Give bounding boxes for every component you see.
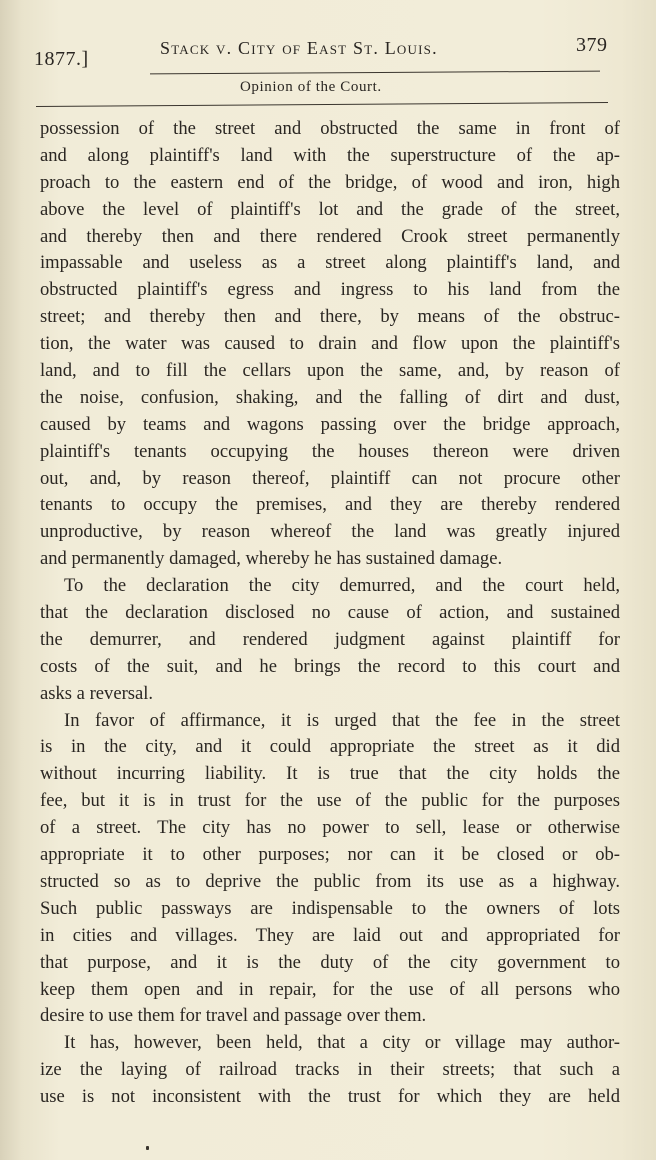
text-line: land, and to fill the cellars upon the same, and, by reason of [40, 360, 620, 382]
text-line: tenants to occupy the premises, and they are thereby rendered [40, 494, 620, 516]
text-line: unproductive, by reason whereof the land was greatly injured [40, 521, 620, 543]
text-line: keep them open and in repair, for the use of all persons who [40, 978, 620, 1000]
text-line: is in the city, and it could appropriate the street as it did [40, 736, 620, 758]
case-title: Stack v. City of East St. Louis. [160, 38, 438, 58]
text-line: without incurring liability. It is true that the city holds the [40, 763, 620, 785]
text-line: and thereby then and there rendered Crook street permanently [40, 225, 620, 247]
text-line: of a street. The city has no power to sell, lease or otherwise [40, 817, 620, 839]
text-line: out, and, by reason thereof, plaintiff can not procure other [40, 467, 620, 489]
text-line: that the declaration disclosed no cause of action, and sustained [40, 602, 620, 624]
text-line: fee, but it is in trust for the use of the public for the purposes [40, 790, 620, 812]
page-year: 1877.] [34, 48, 89, 70]
ink-speck [146, 1146, 149, 1150]
header-rule [150, 71, 600, 75]
text-line: above the level of plaintiff's lot and the grade of the street, [40, 198, 620, 220]
text-line: ize the laying of railroad tracks in their streets; that such a [40, 1059, 620, 1081]
text-line: the noise, confusion, shaking, and the falling of dirt and dust, [40, 386, 620, 408]
opinion-text [40, 116, 620, 1111]
text-line: and along plaintiff's land with the superstructure of the ap- [40, 144, 620, 166]
page-number: 379 [576, 34, 608, 56]
text-line: In favor of affirmance, it is urged that the fee in the street [64, 709, 620, 731]
text-line: plaintiff's tenants occupying the houses thereon were driven [40, 440, 620, 462]
text-line: structed so as to deprive the public from its use as a highway. [40, 870, 620, 892]
text-line: asks a reversal. [40, 682, 154, 704]
text-line: that purpose, and it is the duty of the city government to [40, 951, 620, 973]
text-line: It has, however, been held, that a city or village may author- [64, 1032, 620, 1054]
text-line: and permanently damaged, whereby he has sustained damage. [40, 548, 503, 570]
text-line: tion, the water was caused to drain and flow upon the plaintiff's [40, 333, 620, 355]
running-head [0, 34, 656, 70]
text-line: caused by teams and wagons passing over the bridge approach, [40, 413, 620, 435]
text-line: desire to use them for travel and passage over them. [40, 1005, 427, 1027]
text-line: in cities and villages. They are laid out and appropriated for [40, 924, 620, 946]
text-line: impassable and useless as a street along plaintiff's land, and [40, 252, 620, 274]
text-line: proach to the eastern end of the bridge, of wood and iron, high [40, 171, 620, 193]
text-line: use is not inconsistent with the trust for which they are held [40, 1086, 620, 1108]
text-line: the demurrer, and rendered judgment against plaintiff for [40, 628, 620, 650]
section-rule [36, 102, 608, 107]
text-line: possession of the street and obstructed the same in front of [40, 118, 620, 139]
text-line: Such public passways are indispensable to the owners of lots [40, 897, 620, 919]
text-line: street; and thereby then and there, by means of the obstruc- [40, 306, 620, 328]
text-line: To the declaration the city demurred, and the court held, [64, 575, 620, 597]
text-line: appropriate it to other purposes; nor can it be closed or ob- [40, 844, 620, 866]
section-heading: Opinion of the Court. [240, 79, 382, 95]
text-line: obstructed plaintiff's egress and ingress to his land from the [40, 279, 620, 301]
text-line: costs of the suit, and he brings the record to this court and [40, 655, 620, 677]
